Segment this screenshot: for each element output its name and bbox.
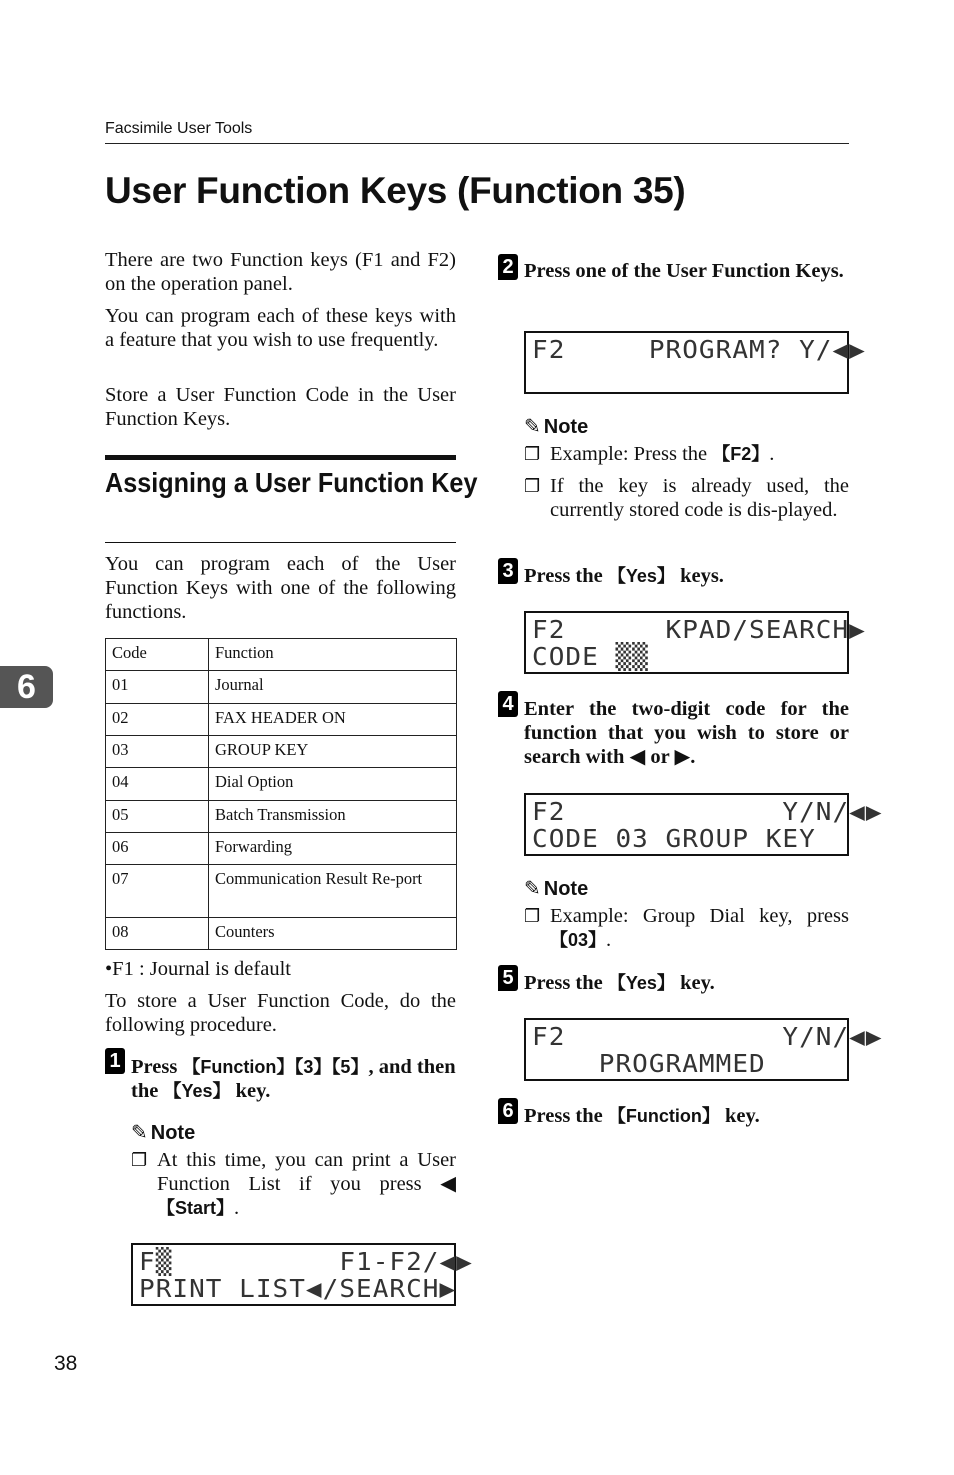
table-cell-function: Dial Option [209,768,457,801]
note-text: Example: Press the [550,443,713,465]
table-cell-function: Forwarding [209,833,457,865]
note-item [524,442,849,466]
step-5-text [524,971,849,995]
note-text: If the key is already used, the currently stored code is dis-played. [550,475,849,521]
table-row [106,865,457,918]
function-table [105,638,457,950]
start-key: 【Start】 [157,1198,235,1218]
lcd-line-2: CODE 03 GROUP KEY [532,824,816,853]
step-3-text [524,564,849,588]
lcd-display [524,331,866,394]
function-key: 【Function】 [607,1106,720,1126]
table-cell-code: 02 [106,704,209,736]
step-5-post: key. [674,972,715,994]
table-header-code: Code [106,639,209,671]
table-row [106,918,457,950]
f2-key: 【F2】 [712,444,770,464]
table-header-row [106,639,457,671]
yes-key: 【Yes】 [163,1081,231,1101]
step-number-1: 1 [105,1048,125,1074]
table-row [106,671,457,704]
note-label: Note [543,878,589,900]
lcd-display [524,1018,883,1081]
section-intro: You can program each of the User Function Keys with one of the following functions. [105,553,456,623]
note-title [131,1120,195,1145]
note-text: At this time, you can print a User Function List if you press [157,1149,456,1195]
table-cell-code: 03 [106,736,209,768]
running-header: Facsimile User Tools [105,120,253,137]
key-3: 【3】 [294,1057,332,1077]
step-1-mid: , and then the [131,1056,456,1102]
key-5: 【5】 [331,1057,369,1077]
table-row [106,704,457,736]
step-1-pre: Press [131,1056,183,1078]
table-row [106,801,457,833]
step-number-2: 2 [498,254,518,280]
procedure-intro: To store a User Function Code, do the following procedure. [105,990,456,1036]
page-number: 38 [54,1352,78,1375]
pencil-icon: ✎ [131,1122,148,1144]
left-arrow-icon: ◀ [440,1173,456,1195]
lcd-line-1: F▒ F1-F2/◀▶ [139,1247,473,1276]
step-4-text: Enter the two-digit code for the function that you wish to store or search with ◀ or ▶. [524,698,849,768]
lcd-line-1: F2 PROGRAM? Y/◀▶ [532,335,866,364]
step-3-post: keys. [674,565,724,587]
lcd-line-1: F2 Y/N/◀▶ [532,1022,883,1051]
table-row [106,768,457,801]
table-cell-function: GROUP KEY [209,736,457,768]
note-text: Example: Group Dial key, press [550,905,849,927]
table-cell-function: Communication Result Re-port [209,865,457,918]
section-heading: Assigning a User Function Key [105,467,478,498]
step-1-post: key. [230,1080,271,1102]
step-number-6: 6 [498,1098,518,1124]
checkbox-icon: ❐ [524,444,541,464]
step-2-text: Press one of the User Function Keys. [524,260,844,282]
note-item [524,904,849,952]
step-number-3: 3 [498,558,518,584]
note-title [524,414,588,439]
table-header-function: Function [209,639,457,671]
lcd-display [524,611,866,674]
table-cell-code: 07 [106,865,209,918]
intro-paragraph-2: You can program each of these keys with a feature that you wish to use frequently. [105,305,456,351]
lcd-line-2: CODE ▒▒ [532,642,649,671]
table-cell-function: Counters [209,918,457,950]
note-text-end: . [769,443,775,465]
note-label: Note [150,1122,196,1144]
step-number-5: 5 [498,965,518,991]
lcd-line-2: PRINT LIST◀/SEARCH▶ [139,1274,457,1303]
note-label: Note [543,416,589,438]
lcd-line-1: F2 Y/N/◀▶ [532,797,883,826]
note-text-end: . [606,929,612,951]
section-rule-top [105,455,456,460]
default-bullet: •F1 : Journal is default [105,958,291,980]
lcd-display [524,793,883,856]
step-1-text [131,1055,456,1103]
table-cell-code: 04 [106,768,209,801]
step-6-text [524,1104,849,1128]
step-6-post: key. [719,1105,760,1127]
step-6-pre: Press the [524,1105,608,1127]
table-row [106,736,457,768]
pencil-icon: ✎ [524,416,541,438]
checkbox-icon: ❐ [524,906,541,926]
note-text-end: . [234,1197,240,1219]
header-rule [105,143,849,144]
section-rule-bottom [105,542,456,543]
chapter-tab: 6 [0,666,53,708]
key-03: 【03】 [550,930,607,950]
intro-paragraph-1: There are two Function keys (F1 and F2) on the operation panel. [105,249,456,295]
step-3-pre: Press the [524,565,608,587]
lcd-line-1: F2 KPAD/SEARCH▶ [532,615,866,644]
table-cell-function: Batch Transmission [209,801,457,833]
yes-key: 【Yes】 [607,566,675,586]
table-cell-function: Journal [209,671,457,704]
function-key: 【Function】 [182,1057,295,1077]
page-title: User Function Keys (Function 35) [105,170,686,211]
table-cell-function: FAX HEADER ON [209,704,457,736]
lcd-line-2: PROGRAMMED [532,1049,766,1078]
table-cell-code: 01 [106,671,209,704]
table-cell-code: 05 [106,801,209,833]
table-cell-code: 06 [106,833,209,865]
yes-key: 【Yes】 [607,973,675,993]
table-cell-code: 08 [106,918,209,950]
intro-paragraph-3: Store a User Function Code in the User Function Keys. [105,384,456,430]
step-number-4: 4 [498,691,518,717]
note-title [524,876,588,901]
note-item [524,474,849,522]
checkbox-icon: ❐ [131,1150,148,1170]
step-5-pre: Press the [524,972,608,994]
lcd-display [131,1243,473,1306]
checkbox-icon: ❐ [524,476,541,496]
table-row [106,833,457,865]
pencil-icon: ✎ [524,878,541,900]
note-item [131,1148,456,1220]
